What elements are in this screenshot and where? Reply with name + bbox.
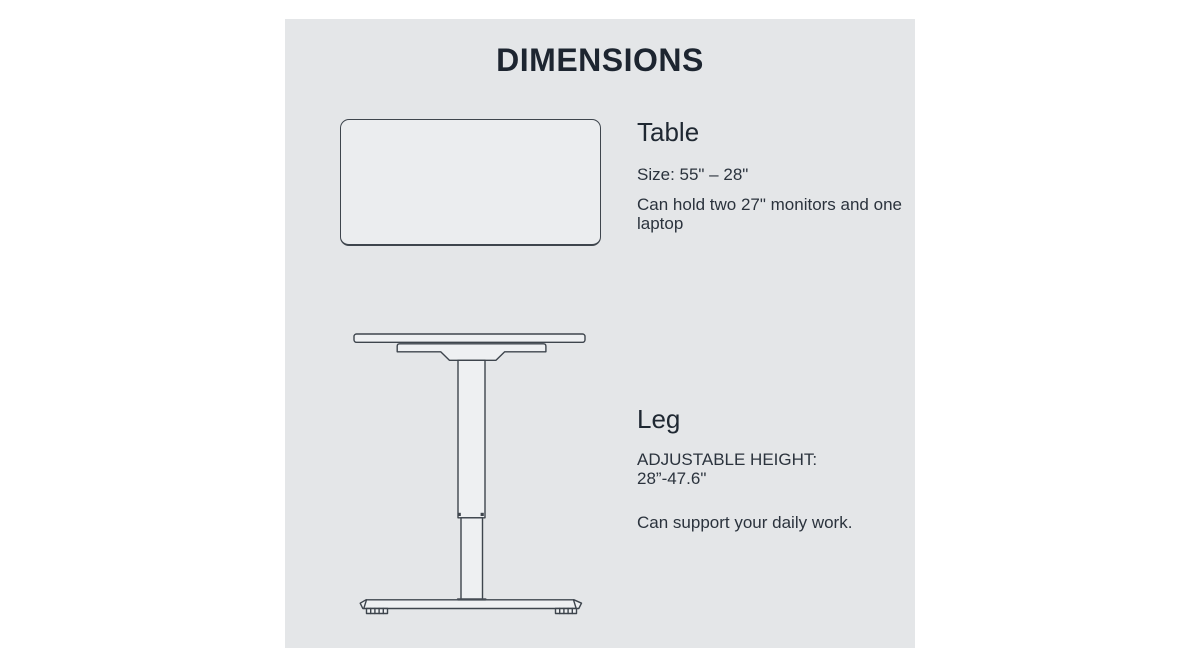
lower-column: [461, 518, 483, 600]
left-foot: [367, 609, 388, 614]
table-size-text: Size: 55" – 28": [637, 165, 749, 184]
leg-support-text: Can support your daily work.: [637, 513, 853, 532]
tabletop-outline-diagram: [340, 119, 601, 246]
upper-column: [458, 360, 485, 518]
tabletop-bar: [354, 334, 585, 342]
left-screw: [458, 513, 461, 516]
leg-section-heading: Leg: [637, 404, 681, 434]
dimensions-panel: [285, 19, 915, 648]
column-base-plate: [457, 598, 487, 600]
base-bar: [360, 600, 581, 609]
leg-height-text: [637, 450, 919, 488]
page-title: DIMENSIONS: [496, 42, 704, 78]
right-screw: [481, 513, 484, 516]
table-capacity-text: Can hold two 27" monitors and one laptop: [637, 195, 902, 233]
leg-height-range: 28”-47.6": [637, 469, 707, 488]
right-foot: [556, 609, 577, 614]
leg-side-view-diagram: [345, 325, 600, 625]
leg-height-label: ADJUSTABLE HEIGHT:: [637, 450, 818, 469]
mounting-bracket: [397, 344, 546, 361]
table-section-heading: Table: [637, 117, 700, 147]
